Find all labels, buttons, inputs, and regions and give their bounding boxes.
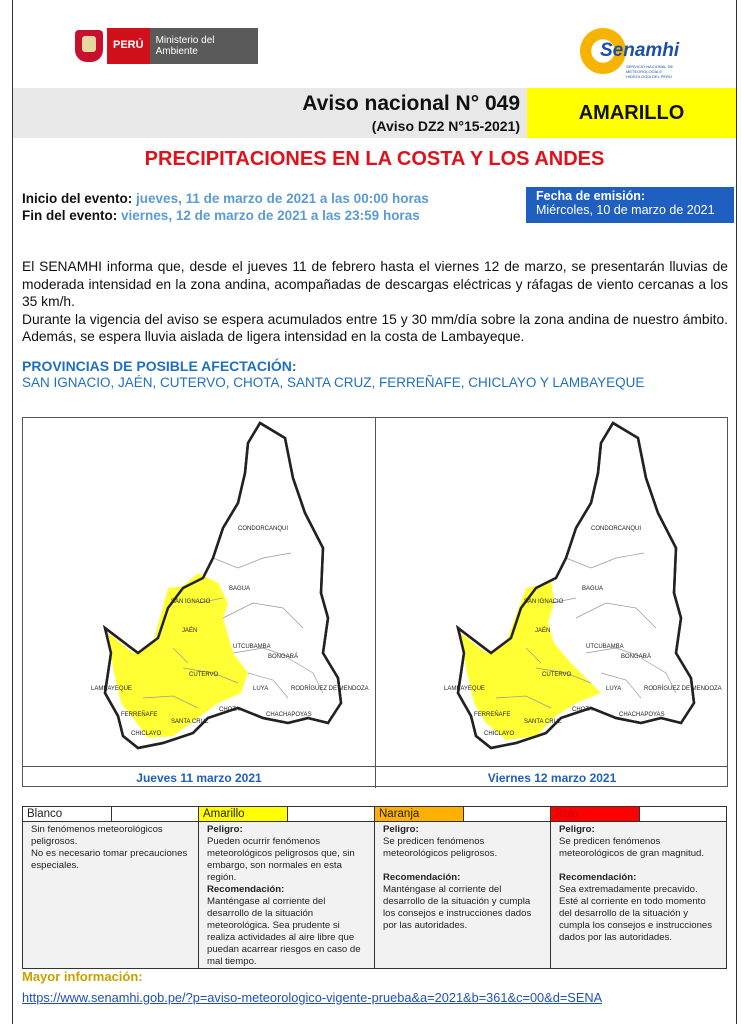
maps-panel [22, 417, 728, 787]
province-label-lambayeque: LAMBAYEQUE [444, 686, 485, 692]
map-caption-1: Jueves 11 marzo 2021 [23, 766, 375, 787]
ministerio-label: Ministerio del Ambiente [150, 28, 258, 64]
paragraph-1: El SENAMHI informa que, desde el jueves 11 de febrero hasta el viernes 12 de marzo, se presentarán lluvias de moderada intensidad en la zona andina, acompañadas de descargas eléctricas y ráfagas de viento cercanas a los 35 km/h. [22, 259, 728, 309]
province-label-condorcanqui: CONDORCANQUI [591, 526, 642, 532]
alert-level-badge: AMARILLO [527, 88, 736, 138]
peligro-label: Peligro: [559, 824, 595, 835]
province-label-bagua: BAGUA [582, 586, 604, 592]
peligro-text: Se predicen fenómenos meteorológicos peligrosos. [383, 836, 498, 859]
province-label-chachapoyas: CHACHAPOYAS [619, 712, 665, 718]
event-end-label: Fin del evento: [22, 208, 118, 223]
province-label-jaen: JAÉN [535, 628, 551, 634]
emission-box [526, 187, 734, 223]
aviso-subtitle: (Aviso DZ2 N°15-2021) [371, 118, 520, 134]
province-label-chachapoyas: CHACHAPOYAS [266, 712, 312, 718]
province-label-utcubamba: UTCUBAMBA [586, 644, 624, 650]
province-label-bongara: BONGARÁ [621, 654, 652, 660]
legend-naranja [375, 807, 551, 968]
event-end [22, 208, 420, 223]
rec-text: Manténgase al corriente del desarrollo de la situación y cumpla los consejos e instrucciones dados por las autoridades. [383, 884, 532, 931]
more-info-link[interactable]: https://www.senamhi.gob.pe/?p=aviso-meteorologico-vigente-prueba&a=2021&b=361&c=00&d=SENA [22, 990, 603, 1005]
province-label-rodriguez: RODRÍGUEZ DE MENDOZA [644, 686, 722, 692]
province-label-chota: CHOTA [219, 707, 240, 713]
province-label-ferrenafe: FERREÑAFE [474, 712, 511, 718]
province-label-chiclayo: CHICLAYO [131, 731, 162, 737]
alert-legend [22, 806, 727, 969]
rec-label: Recomendación: [383, 872, 461, 883]
peligro-text: Se predicen fenómenos meteorológicos de gran magnitud. [559, 836, 705, 859]
amazonas-map [23, 418, 375, 766]
senamhi-subtitle: SERVICIO NACIONAL DE METEOROLOGÍA E HIDROLOGÍA DEL PERÚ [626, 64, 674, 79]
rec-text: Sea extremadamente precavido. Esté al corriente en todo momento del desarrollo de la situación y cumpla los consejos e instrucciones dados por las autoridades. [559, 884, 713, 943]
legend-amarillo [199, 807, 375, 968]
aviso-title: Aviso nacional N° 049 [302, 92, 520, 115]
swatch-naranja: Naranja [375, 807, 464, 821]
province-label-condorcanqui: CONDORCANQUI [238, 526, 289, 532]
province-label-utcubamba: UTCUBAMBA [233, 644, 271, 650]
map-day-2 [376, 418, 728, 766]
province-label-santa_cruz: SANTA CRUZ [524, 719, 562, 725]
event-start-value: jueves, 11 de marzo de 2021 a las 00:00 horas [136, 191, 429, 206]
legend-blanco [23, 807, 199, 968]
rec-label: Recomendación: [559, 872, 637, 883]
province-label-cutervo: CUTERVO [189, 672, 219, 678]
province-label-rodriguez: RODRÍGUEZ DE MENDOZA [291, 686, 369, 692]
map-day-1 [23, 418, 375, 766]
provinces-heading: PROVINCIAS DE POSIBLE AFECTACIÓN: [22, 358, 297, 374]
provinces-list: SAN IGNACIO, JAÉN, CUTERVO, CHOTA, SANTA CRUZ, FERREÑAFE, CHICLAYO Y LAMBAYEQUE [22, 375, 645, 390]
legend-blanco-text: Sin fenómenos meteorológicos peligrosos. No es necesario tomar precauciones especiales. [31, 824, 188, 871]
senamhi-logo [580, 28, 700, 78]
peru-ministerio-logo [75, 28, 258, 64]
headline: PRECIPITACIONES EN LA COSTA Y LOS ANDES [144, 148, 605, 170]
province-label-san_ignacio: SAN IGNACIO [524, 599, 564, 605]
province-label-lambayeque: LAMBAYEQUE [91, 686, 132, 692]
peligro-label: Peligro: [207, 824, 243, 835]
event-start [22, 191, 429, 206]
paragraph-2: Durante la vigencia del aviso se espera acumulados entre 15 y 30 mm/día sobre la zona andina de nuestro ámbito. Además, se espera lluvia aislada de ligera intensidad en la costa de Lambayeque. [22, 311, 728, 344]
more-info-label: Mayor información: [22, 969, 143, 984]
rec-label: Recomendación: [207, 884, 285, 895]
province-label-jaen: JAÉN [182, 628, 198, 634]
province-label-chota: CHOTA [572, 707, 593, 713]
body-text [22, 258, 728, 346]
rec-text: Manténgase al corriente del desarrollo de la situación meteorológica. Sea prudente si realiza actividades al aire libre que puedan acarrear riesgos en caso de mal tiempo. [207, 896, 361, 967]
province-label-chiclayo: CHICLAYO [484, 731, 515, 737]
province-label-ferrenafe: FERREÑAFE [121, 712, 158, 718]
province-label-san_ignacio: SAN IGNACIO [171, 599, 211, 605]
swatch-blanco: Blanco [23, 807, 112, 821]
emission-label: Fecha de emisión: [536, 189, 646, 203]
senamhi-name: Senamhi [600, 40, 680, 61]
amazonas-map [376, 418, 728, 766]
province-label-luya: LUYA [606, 686, 622, 692]
peligro-text: Pueden ocurrir fenómenos meteorológicos peligrosos que, sin embargo, son normales en esta región. [207, 836, 355, 883]
peru-coat-of-arms-icon [75, 30, 103, 62]
emission-value: Miércoles, 10 de marzo de 2021 [536, 203, 715, 217]
province-label-luya: LUYA [253, 686, 269, 692]
event-start-label: Inicio del evento: [22, 191, 133, 206]
province-label-bongara: BONGARÁ [268, 654, 299, 660]
province-label-cutervo: CUTERVO [542, 672, 572, 678]
map-caption-2: Viernes 12 marzo 2021 [376, 766, 728, 787]
peligro-label: Peligro: [383, 824, 419, 835]
province-label-santa_cruz: SANTA CRUZ [171, 719, 209, 725]
swatch-amarillo: Amarillo [199, 807, 288, 821]
swatch-rojo: Rojo [551, 807, 640, 821]
legend-rojo [551, 807, 726, 968]
province-label-bagua: BAGUA [229, 586, 251, 592]
event-end-value: viernes, 12 de marzo de 2021 a las 23:59 horas [121, 208, 420, 223]
peru-label: PERÚ [107, 28, 150, 64]
